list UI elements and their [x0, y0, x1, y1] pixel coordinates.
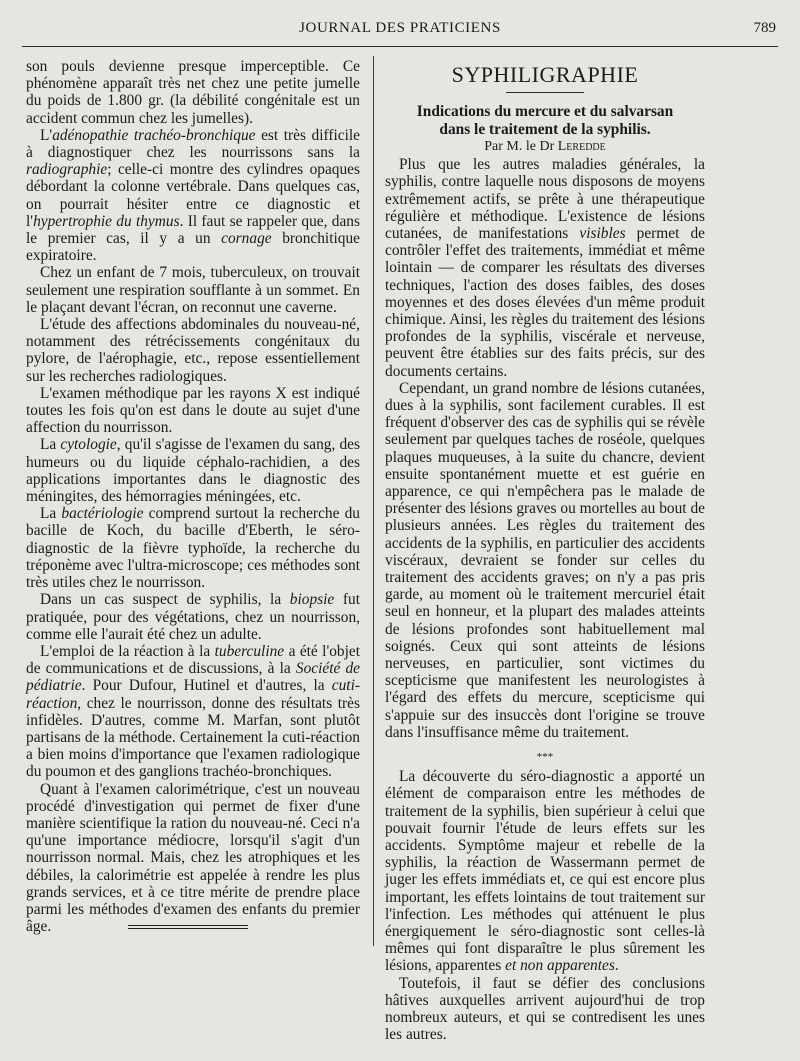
- italic-text-run: Société de pédiatrie: [26, 660, 361, 695]
- italic-text-run: tuberculine: [214, 642, 285, 660]
- text-run: Plus que les autres maladies générales, la syphilis, contre laquelle nous disposons de moyens extrêmement actifs, se prête à une thérapeutique régulière et méthodique. L'existence de lésions cutanées, de manifestations: [385, 156, 705, 242]
- text-run: L': [40, 126, 53, 144]
- paragraph: [26, 58, 360, 127]
- paragraph: [26, 316, 360, 385]
- article-body-part-1: [385, 156, 705, 741]
- text-run: La: [40, 505, 62, 523]
- text-run: est très difficile à diagnostiquer chez les nourrissons sans la: [26, 126, 360, 162]
- page-header: [22, 18, 778, 44]
- text-run: bronchitique expiratoire.: [26, 230, 360, 265]
- text-run: fut pratiquée, pour des végétations, chez un nourrisson, comme elle l'aurait été chez un adulte.: [26, 591, 360, 643]
- text-run: , qu'il s'agisse de l'examen du sang, des humeurs ou du liquide céphalo-rachidien, a des applications importantes dans le diagnostic des méningites, des hémorragies méningées, etc.: [26, 436, 360, 506]
- italic-text-run: adénopathie trachéo-bronchique: [52, 126, 256, 144]
- end-of-article-rule: [128, 925, 248, 931]
- left-column: [26, 58, 360, 935]
- text-run: permet de contrôler l'effet des traitements, immédiat et même lointain — de comparer les résultats des diverses techniques, l'action des doses faibles, des doses moyennes et des doses élevées d'un même produit chimique. Ainsi, les règles du traitement des lésions profondes de la syphilis, viscérale et nerveuse, peuvent être établies sur des faits précis, sur des documents certains.: [385, 225, 706, 380]
- page-number: 789: [753, 20, 776, 36]
- paragraph: [26, 264, 360, 316]
- article-title-line-2: dans le traitement de la syphilis.: [439, 120, 651, 138]
- paragraph: [26, 505, 360, 591]
- article-title: [385, 103, 705, 138]
- text-run: La: [40, 436, 61, 454]
- text-run: , chez le nourrisson, donne des résultats très infidèles. D'autres, comme M. Marfan, sont plutôt partisans de la méthode. Certainement la cuti-réaction a bien moins d'importance que l'examen radiologique du poumon et des ganglions trachéo-bronchiques.: [26, 694, 360, 781]
- text-run: a été l'objet de communications et de discussions, à la: [26, 642, 361, 678]
- italic-text-run: biopsie: [289, 591, 335, 609]
- italic-text-run: hypertrophie du thymus: [33, 212, 180, 230]
- italic-text-run: cytologie: [60, 436, 117, 454]
- text-run: .: [614, 957, 619, 975]
- paragraph: [385, 380, 705, 741]
- section-title: SYPHILIGRAPHIE: [451, 62, 639, 87]
- text-run: Cependant, un grand nombre de lésions cutanées, dues à la syphilis, sont facilement curables. Il est fréquent d'observer des cas de syphilis qui se révèle seulement par quelques taches de roséole, quelques plaques muqueuses, à la suite du chancre, devient ensuite spontanément muette et est guérie en apparence, ce qui n'empêchera pas le malade de présenter des lésions graves ou mortelles au bout de plusieurs années. Les règles du traitement des accidents de la syphilis, en particulier des accidents viscéraux, devraient se fonder sur celles du traitement des accidents graves; on n'y a pas pris garde, au moment où le traitement mercuriel était seul en honneur, et la plupart des malades atteints de lésions profondes sont habituellement mal soignés. Ceux qui sont atteints de lésions nerveuses, en particulier, sont victimes du scepticisme que manifestent les neurologistes à l'égard des effets du mercure, scepticisme qui s'appuie sur des insuccès dont l'origine se trouve dans l'insuffisance même du traitement.: [385, 379, 705, 741]
- byline-author: Leredde: [557, 139, 606, 155]
- running-head-title: JOURNAL DES PRATICIENS: [299, 20, 501, 36]
- header-rule: [22, 46, 778, 47]
- italic-text-run: bactériologie: [61, 505, 144, 523]
- text-run: Chez un enfant de 7 mois, tuberculeux, on trouvait seulement une respiration soufflante à un sommet. En le plaçant devant l'écran, on reconnut une caverne.: [26, 264, 360, 316]
- text-run: L'emploi de la réaction à la: [40, 642, 215, 660]
- asterism-separator: ***: [536, 751, 554, 764]
- text-run: L'étude des affections abdominales du nouveau-né, notamment des rétrécissements congénitaux du pylore, de l'aérophagie, etc., repose essentiellement sur les recherches radiologiques.: [26, 316, 360, 385]
- paragraph: [385, 975, 705, 1044]
- byline: [385, 138, 705, 156]
- text-run: Toutefois, il faut se défier des conclusions hâtives auxquelles arrivent aujourd'hui de trop nombreux auteurs, et qui se contredisent les unes les autres.: [385, 974, 705, 1044]
- text-run: ; celle-ci montre des cylindres opaques débordant la colonne vertébrale. Dans quelques cas, on pourrait hésiter entre ce diagnostic et l': [26, 161, 360, 230]
- paragraph: [26, 385, 360, 437]
- right-column: [385, 58, 705, 1043]
- paragraph: [26, 591, 360, 643]
- text-run: son pouls devienne presque imperceptible. Ce phénomène apparaît très net chez une petite jumelle du poids de 1.800 gr. (la débilité congénitale est un accident commun chez les jumelles).: [26, 58, 360, 127]
- text-run: La découverte du séro-diagnostic a apporté un élément de comparaison entre les méthodes de traitement de la syphilis, bien supérieur à celui que pouvait fournir l'étude de leurs effets sur les accidents. Symptôme majeur et rebelle de la syphilis, la réaction de Wassermann permet de juger les effets immédiats et, ce qui est encore plus important, les effets lointains de tout traitement sur l'infection. Les méthodes qui atténuent le plus énergiquement le séro-diagnostic sont celles-là mêmes qui font disparaître le plus sûrement les lésions, apparentes: [385, 768, 705, 975]
- italic-text-run: cuti-réaction: [26, 677, 360, 712]
- byline-prefix: Par M. le Dr: [484, 139, 555, 155]
- paragraph: [385, 156, 705, 380]
- text-run: Dans un cas suspect de syphilis, la: [40, 591, 290, 609]
- italic-text-run: visibles: [579, 225, 626, 242]
- italic-text-run: cornage: [221, 230, 272, 248]
- article-title-line-1: Indications du mercure et du salvarsan: [416, 103, 674, 120]
- article-body-part-2: [385, 768, 705, 1043]
- italic-text-run: et non apparentes: [505, 957, 615, 975]
- text-run: . Pour Dufour, Hutinel et d'autres, la: [81, 677, 332, 695]
- text-run: L'examen méthodique par les rayons X est indiqué toutes les fois qu'on est dans le doute au sujet d'une affection du nourrisson.: [26, 384, 360, 437]
- column-divider: [373, 56, 374, 946]
- italic-text-run: radiographie: [26, 161, 108, 179]
- paragraph: [26, 781, 360, 936]
- text-run: . Il faut se rappeler que, dans le premier cas, il y a un: [26, 212, 360, 248]
- paragraph: [26, 436, 360, 505]
- paragraph: [385, 768, 705, 974]
- text-run: comprend surtout la recherche du bacille de Koch, du bacille d'Eberth, le séro-diagnostic de la fièvre typhoïde, la recherche du tréponème avec l'ultra-microscope; ces méthodes sont très utiles chez le nourrisson.: [26, 505, 360, 592]
- paragraph: [26, 643, 360, 781]
- section-title-rule: [506, 92, 584, 93]
- paragraph: [26, 127, 360, 265]
- text-run: Quant à l'examen calorimétrique, c'est un nouveau procédé d'investigation qui permet de fixer d'une manière scientifique la ration du nouveau-né. Ceci n'a qu'une importance médiocre, lorsqu'il s'agit d'un nourrisson normal. Mais, chez les atrophiques et les débiles, la calorimétrie est appelée à rendre les plus grands services, et à ce titre mérite de prendre place parmi les méthodes d'examen des enfants du premier âge.: [26, 780, 360, 936]
